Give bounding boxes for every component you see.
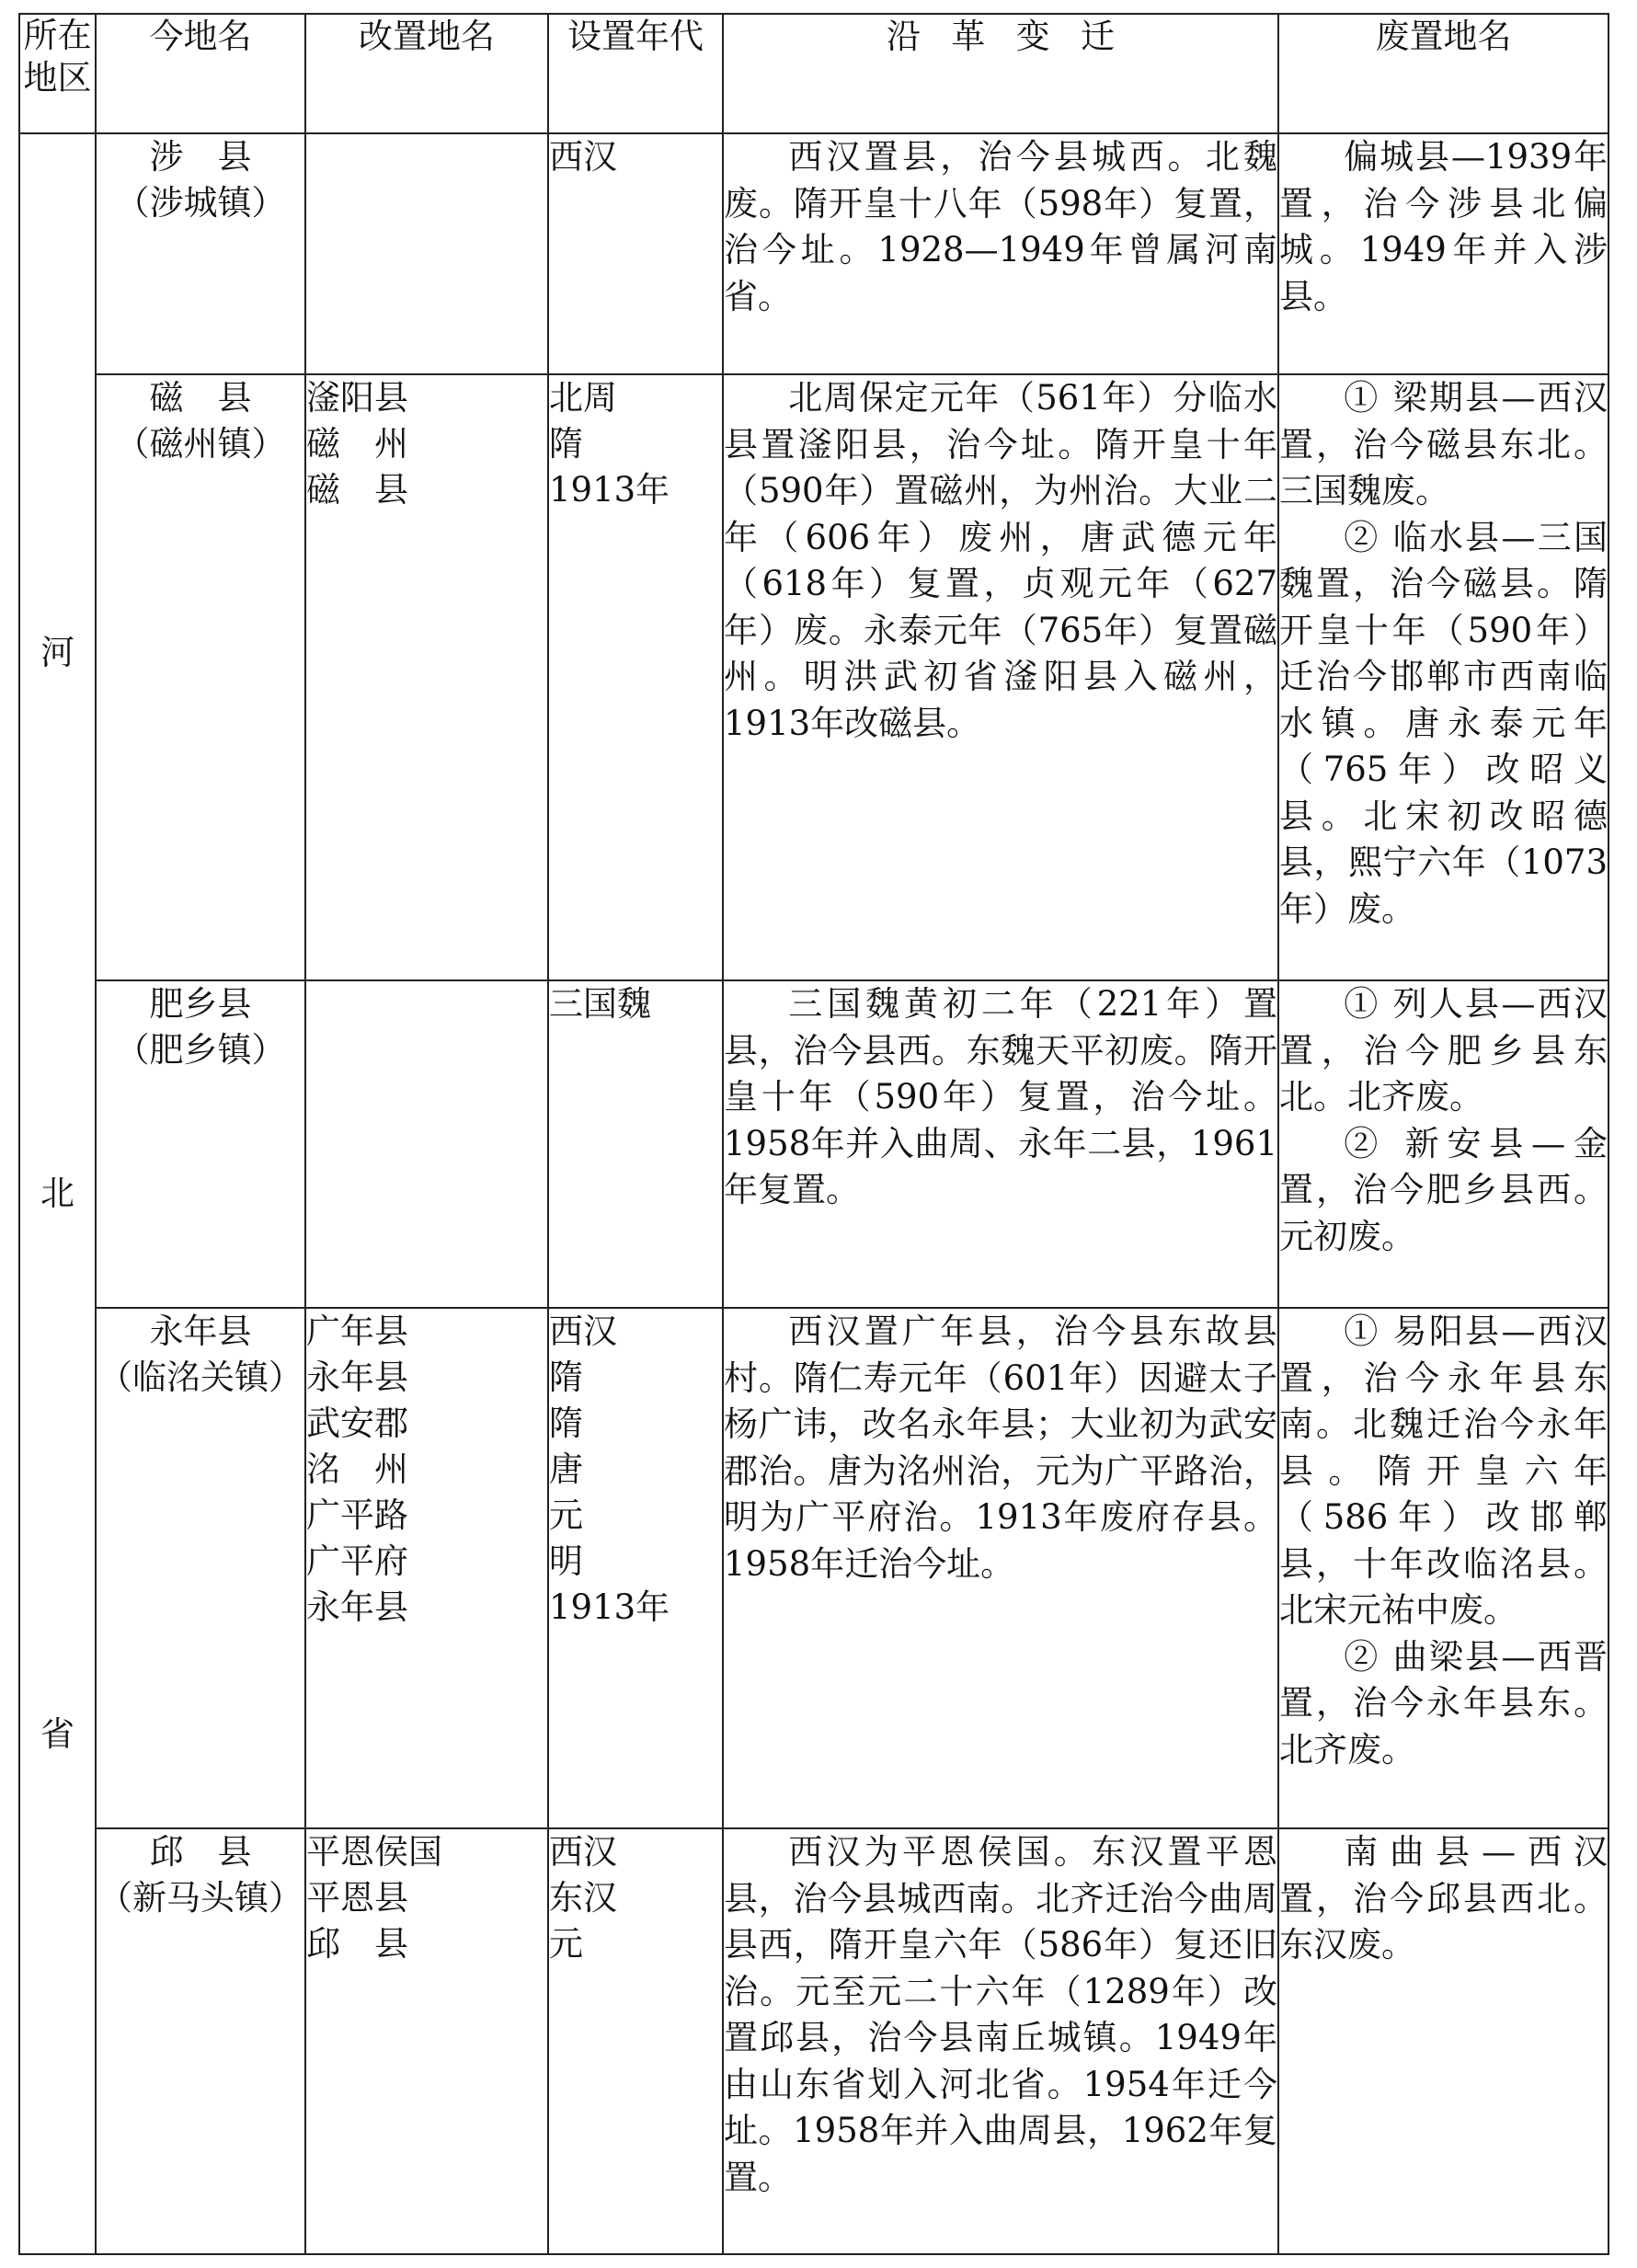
current-name-cell: [96, 133, 305, 374]
current-name: 磁 县: [149, 378, 252, 418]
header-era-text: 设置年代: [567, 17, 704, 56]
era-line: 隋: [549, 1357, 583, 1397]
renamed-cell: [305, 133, 548, 374]
abolished-cell: [1278, 133, 1608, 374]
header-history-text: 沿革变迁: [887, 17, 1146, 56]
region-cell: [19, 133, 96, 2254]
history-text: 西汉置县，治今县城西。北魏废。隋开皇十八年（598年）复置，治今址。1928—1949年曾属河南省。: [724, 137, 1277, 316]
current-name-cell: [96, 1308, 305, 1828]
current-name: 肥乡县: [149, 984, 252, 1024]
era-cell: [548, 1828, 723, 2254]
current-name: 永年县: [149, 1312, 252, 1351]
header-abolished: [1278, 14, 1608, 133]
table-row: [19, 374, 1608, 980]
gazetteer-table: [18, 13, 1609, 2255]
era-line: 西汉: [549, 1832, 617, 1872]
history-text: 三国魏黄初二年（221年）置县，治今县西。东魏天平初废。隋开皇十年（590年）复置，治今址。1958年并入曲周、永年二县，1961年复置。: [724, 984, 1277, 1209]
renamed-cell: [305, 1828, 548, 2254]
renamed-line: 武安郡: [306, 1403, 408, 1443]
abolished-cell: [1278, 374, 1608, 980]
header-renamed-text: 改置地名: [359, 17, 495, 56]
renamed-line: 广年县: [306, 1312, 408, 1351]
era-line: 东汉: [549, 1878, 617, 1918]
history-text: 西汉置广年县，治今县东故县村。隋仁寿元年（601年）因避太子杨广讳，改名永年县；大业初为武安郡治。唐为洺州治，元为广平路治，明为广平府治。1913年废府存县。1958年迁治今址。: [724, 1312, 1277, 1584]
region-label: [20, 134, 95, 2253]
table-body: [19, 133, 1608, 2254]
seat-town: （涉城镇）: [115, 183, 286, 223]
header-current-name-text: 今地名: [149, 17, 252, 56]
table-row: [19, 1828, 1608, 2254]
era-line: 唐: [549, 1449, 583, 1489]
abolished-cell: [1278, 1308, 1608, 1828]
header-row: [19, 14, 1608, 133]
current-name: 涉 县: [149, 137, 252, 177]
seat-town: （临洺关镇）: [98, 1357, 303, 1397]
renamed-cell: [305, 1308, 548, 1828]
era-line: 西汉: [549, 1312, 617, 1351]
header-history: [723, 14, 1278, 133]
renamed-line: 滏阳县: [306, 378, 408, 418]
renamed-line: 广平路: [306, 1495, 408, 1535]
era-cell: [548, 1308, 723, 1828]
history-text: 北周保定元年（561年）分临水县置滏阳县，治今址。隋开皇十年（590年）置磁州，为州治。大业二年（606年）废州，唐武德元年（618年）复置，贞观元年（627年）废。永泰元年（765年）复置磁州。明洪武初省滏阳县入磁州，1913年改磁县。: [724, 378, 1277, 743]
header-renamed: [305, 14, 548, 133]
era-line: 北周: [549, 378, 617, 418]
abolished-cell: [1278, 1828, 1608, 2254]
region-char: 河: [40, 633, 74, 672]
renamed-line: 邱 县: [306, 1924, 408, 1964]
abolished-entry: ② 新安县—金置，治今肥乡县西。元初废。: [1279, 1123, 1608, 1256]
era-line: 隋: [549, 424, 583, 464]
current-name: 邱 县: [149, 1832, 252, 1872]
history-cell: [723, 1828, 1278, 2254]
abolished-entry: ① 易阳县—西汉置，治今永年县东南。北魏迁治今永年县。隋开皇六年（586年）改邯郸县，十年改临洺县。北宋元祐中废。: [1279, 1312, 1608, 1630]
header-current-name: [96, 14, 305, 133]
era-line: 西汉: [549, 137, 617, 177]
history-cell: [723, 133, 1278, 374]
seat-town: （磁州镇）: [115, 424, 286, 464]
table-row: [19, 1308, 1608, 1828]
header-abolished-text: 废置地名: [1375, 17, 1512, 56]
abolished-cell: [1278, 980, 1608, 1308]
current-name-cell: [96, 980, 305, 1308]
era-cell: [548, 133, 723, 374]
era-line: 隋: [549, 1403, 583, 1443]
era-cell: [548, 374, 723, 980]
abolished-entry: ① 梁期县—西汉置，治今磁县东北。三国魏废。: [1279, 378, 1608, 510]
renamed-line: 平恩县: [306, 1878, 408, 1918]
era-cell: [548, 980, 723, 1308]
renamed-line: 永年县: [306, 1357, 408, 1397]
renamed-line: 平恩侯国: [306, 1832, 442, 1872]
era-line: 三国魏: [549, 984, 651, 1024]
abolished-entry: ① 列人县—西汉置，治今肥乡县东北。北齐废。: [1279, 984, 1608, 1117]
header-region-line: 地区: [23, 58, 92, 97]
region-char: 北: [40, 1174, 74, 1213]
abolished-entry: 南曲县—西汉置，治今邱县西北。东汉废。: [1279, 1832, 1608, 1964]
history-cell: [723, 980, 1278, 1308]
header-region: [19, 14, 96, 133]
renamed-line: 磁 州: [306, 424, 408, 464]
era-line: 元: [549, 1924, 583, 1964]
header-era: [548, 14, 723, 133]
table-row: [19, 133, 1608, 374]
renamed-line: 广平府: [306, 1541, 408, 1581]
renamed-line: 永年县: [306, 1587, 408, 1627]
history-cell: [723, 1308, 1278, 1828]
current-name-cell: [96, 374, 305, 980]
renamed-line: 磁 县: [306, 470, 408, 510]
abolished-entry: 偏城县—1939年置，治今涉县北偏城。1949年并入涉县。: [1279, 137, 1608, 316]
era-line: 明: [549, 1541, 583, 1581]
seat-town: （新马头镇）: [98, 1878, 303, 1918]
current-name-cell: [96, 1828, 305, 2254]
renamed-cell: [305, 374, 548, 980]
renamed-cell: [305, 980, 548, 1308]
renamed-line: 洺 州: [306, 1449, 408, 1489]
abolished-entry: ② 曲梁县—西晋置，治今永年县东。北齐废。: [1279, 1636, 1608, 1770]
history-text: 西汉为平恩侯国。东汉置平恩县，治今县城西南。北齐迁治今曲周县西，隋开皇六年（586年）复还旧治。元至元二十六年（1289年）改置邱县，治今县南丘城镇。1949年由山东省划入河北省。1954年迁今址。1958年并入曲周县，1962年复置。: [724, 1832, 1277, 2197]
era-line: 元: [549, 1495, 583, 1535]
history-cell: [723, 374, 1278, 980]
region-char: 省: [40, 1714, 74, 1754]
header-region-line: 所在: [23, 16, 92, 55]
era-line: 1913年: [549, 470, 670, 510]
era-line: 1913年: [549, 1587, 670, 1627]
abolished-entry: ② 临水县—三国魏置，治今磁县。隋开皇十年（590年）迁治今邯郸市西南临水镇。唐永泰元年（765年）改昭义县。北宋初改昭德县，熙宁六年（1073年）废。: [1279, 517, 1608, 929]
table-row: [19, 980, 1608, 1308]
seat-town: （肥乡镇）: [115, 1030, 286, 1070]
